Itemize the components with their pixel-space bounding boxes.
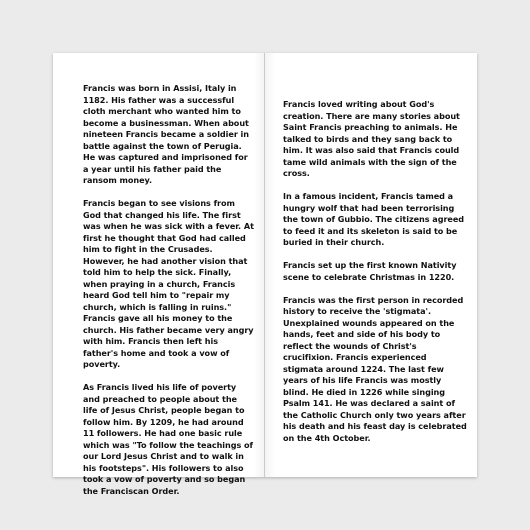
left-page [53,53,265,496]
right-paragraph-creation: Francis loved writing about God's creation. There are many stories about Saint Francis preaching to animals. He talked to birds and they sang back to him. It was also said that Francis could tame wild animals with the sign of the cross. [283,99,460,178]
folded-card [53,53,477,496]
left-paragraph-followers: As Francis lived his life of poverty and preached to people about the life of Jesus Christ, people began to follow him. By 1209, he had around 11 followers. He had one basic rule which was "To follow the teachings of our Lord Jesus Christ and to walk in his footsteps". His followers to also took a vow of poverty and so began the Franciscan Order. [83,382,254,496]
left-paragraph-visions: Francis began to see visions from God that changed his life. The first was when he was sick with a fever. At first he thought that God had called him to fight in the Crusades. However, he had another vision that told him to help the sick. Finally, when praying in a church, Francis heard God tell him to "repair my church, which is falling in ruins." Francis gave all his money to the church. His father became very angry with him. Francis then left his father's home and took a vow of poverty. [83,198,254,369]
right-paragraph-wolf: In a famous incident, Francis tamed a hungry wolf that had been terrorising the town of Gubbio. The citizens agreed to feed it and its skeleton is said to be buried in their church. [283,191,465,247]
right-paragraph-nativity: Francis set up the first known Nativity scene to celebrate Christmas in 1220. [283,260,457,282]
left-paragraph-birth: Francis was born in Assisi, Italy in 1182. His father was a successful cloth merchant who wanted him to become a businessman. When about nineteen Francis became a soldier in battle against the town of Perugia. He was captured and imprisoned for a year until his father paid the ransom money. [83,83,249,185]
right-page [265,53,477,477]
right-paragraph-stigmata: Francis was the first person in recorded history to receive the 'stigmata'. Unexplained wounds appeared on the hands, feet and side of his body to reflect the wounds of Christ's crucifixion. Francis experienced stigmata around 1224. The last few years of his life Francis was mostly blind. He died in 1226 while singing Psalm 141. He was declared a saint of the Catholic Church only two years after his death and his feast day is celebrated on the 4th October. [283,294,467,443]
